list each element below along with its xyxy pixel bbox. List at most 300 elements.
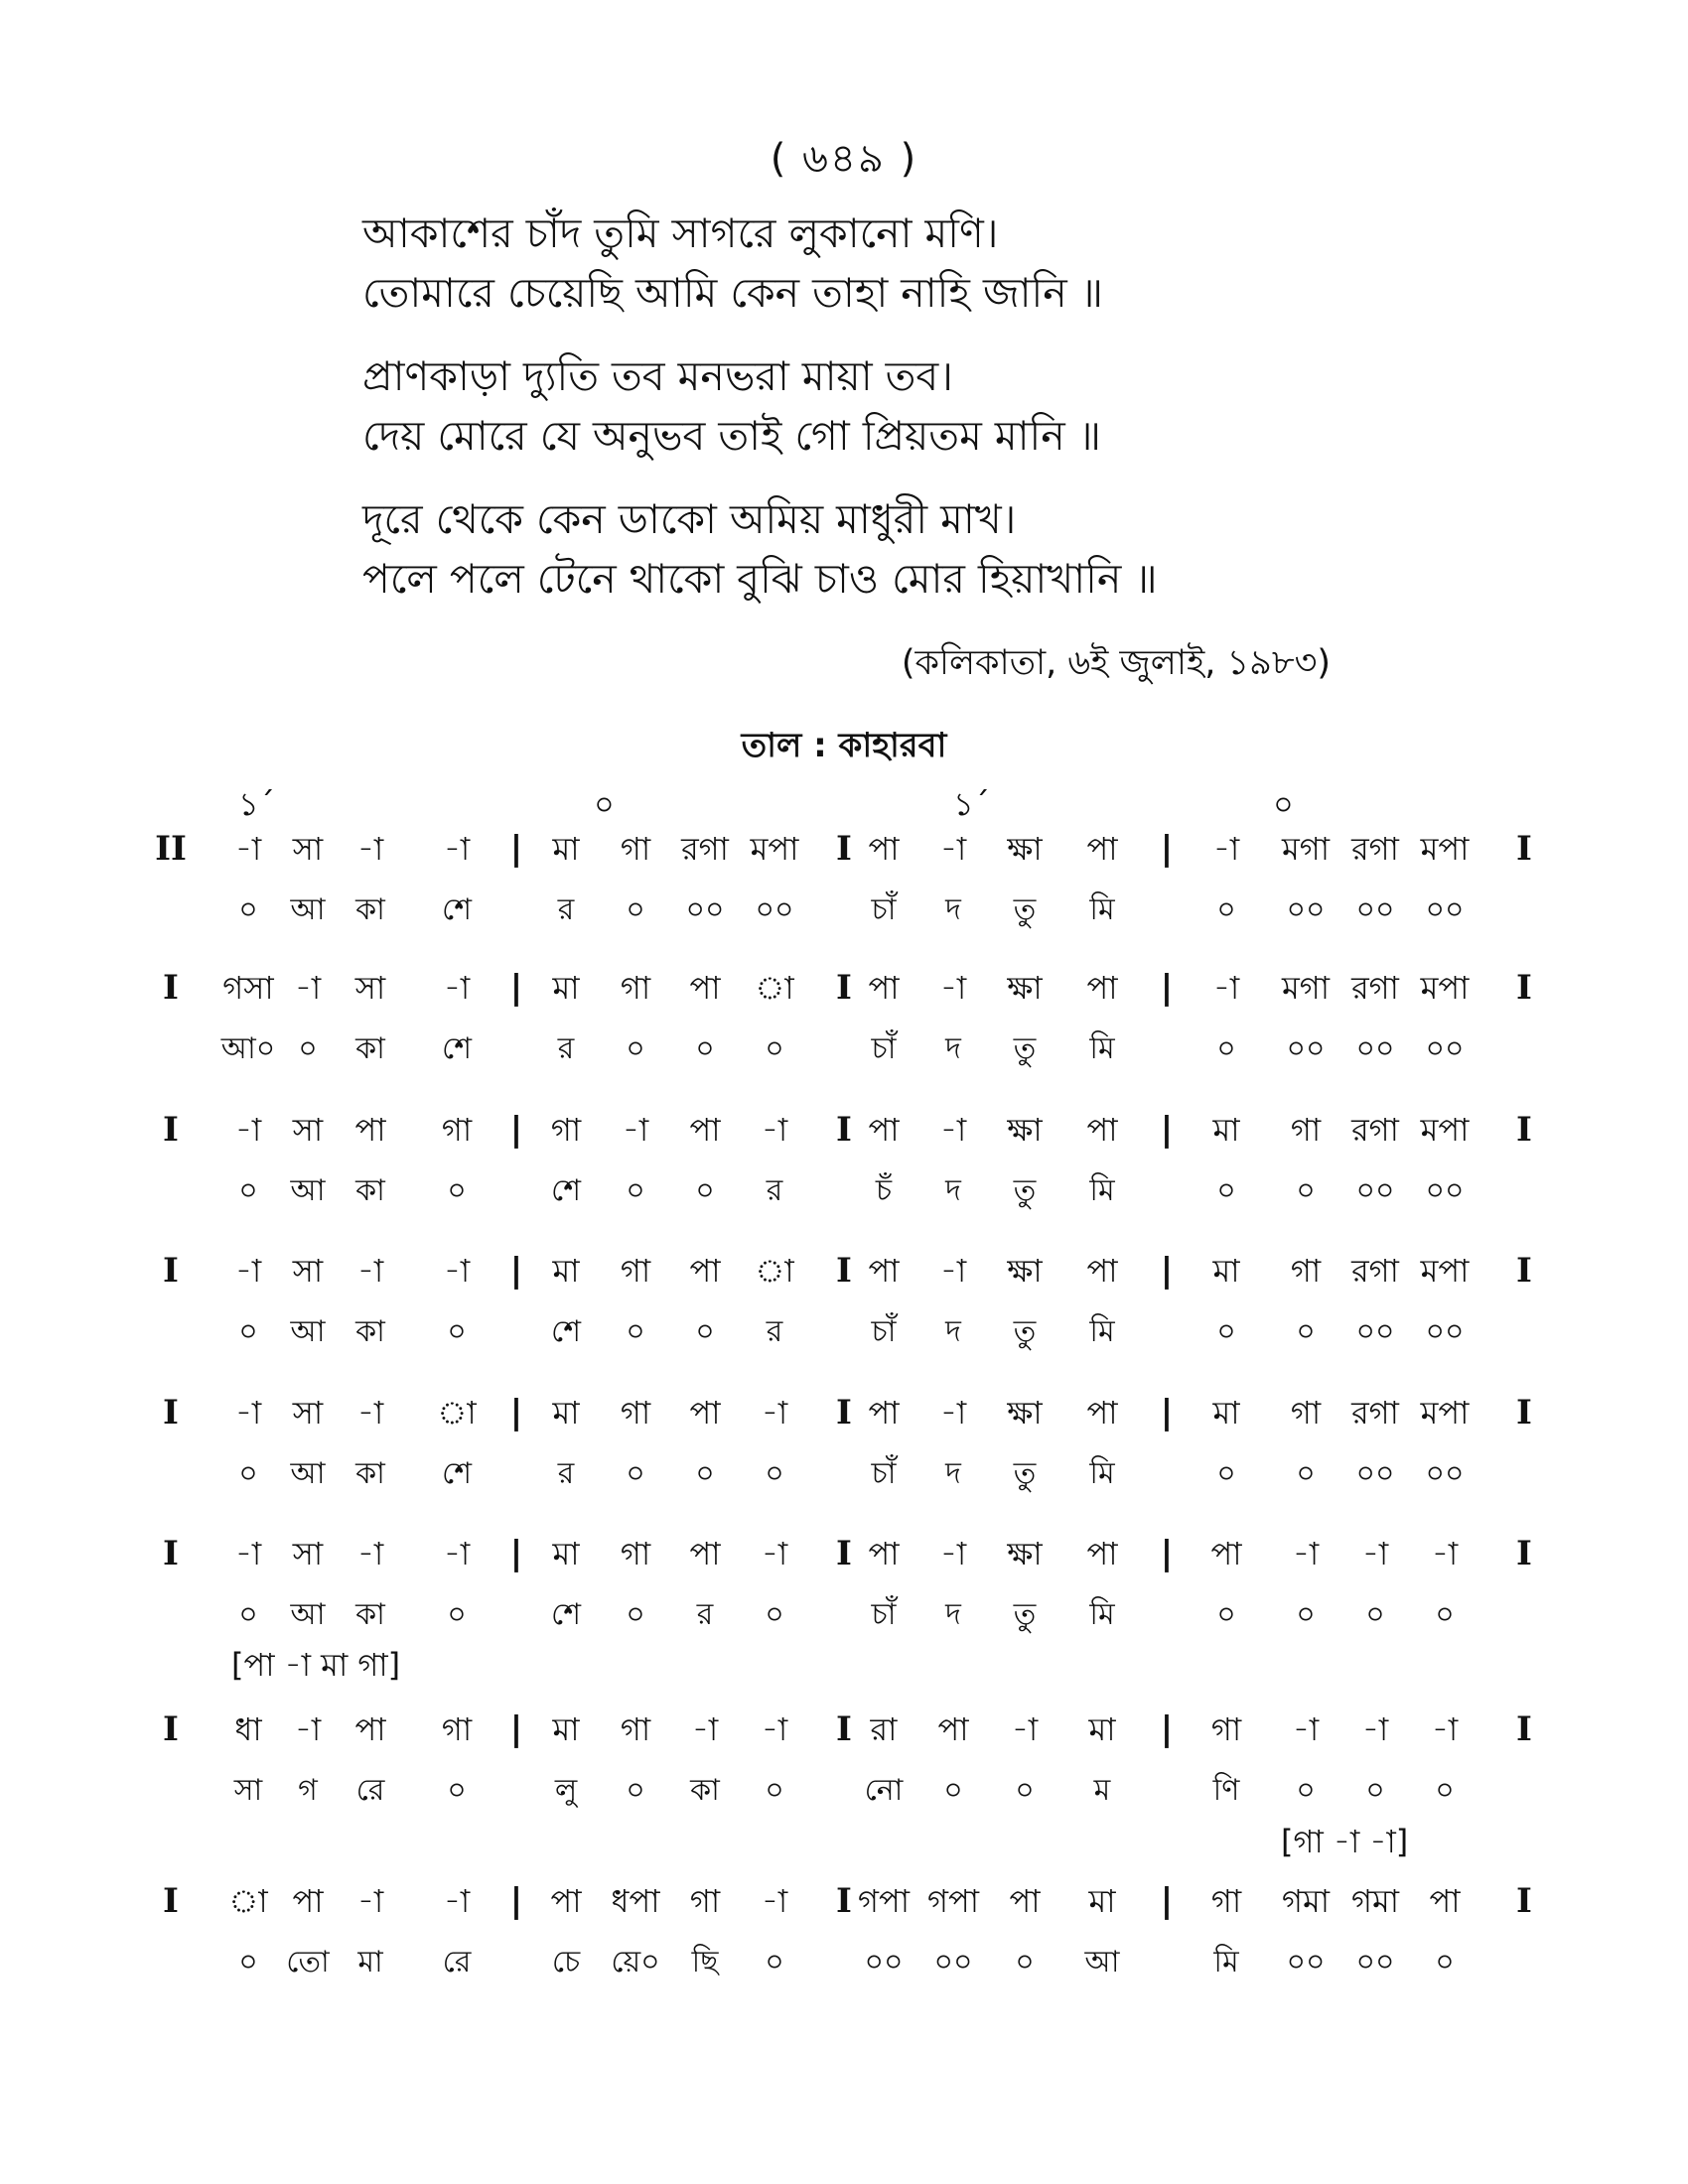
note-cell: -া (356, 1252, 384, 1290)
syllable-cell: ০ (1015, 1945, 1035, 1979)
syllable-cell: দ (945, 1597, 961, 1632)
note-cell: -া (234, 1394, 262, 1432)
bar-line-close: I (1516, 968, 1532, 1008)
syllable-cell: তু (1013, 1456, 1037, 1491)
syllable-cell: ০ (1216, 1173, 1236, 1208)
note-cell: -া (1361, 1535, 1389, 1572)
note-cell: -া (761, 1394, 788, 1432)
note-cell: পা (689, 1111, 721, 1149)
syllable-cell: আ (290, 1456, 326, 1491)
syllable-cell: ০ (695, 1031, 715, 1066)
beat-separator: I (836, 1251, 852, 1291)
syllable-cell: মি (1089, 1173, 1115, 1208)
bar-line-close: I (1516, 1251, 1532, 1291)
syllable-cell: ০ (1216, 1314, 1236, 1349)
syllable-cell: ০ (626, 1773, 645, 1808)
syllable-cell: র (557, 892, 575, 927)
note-cell: মগা (1281, 969, 1331, 1007)
syllable-cell: নো (864, 1773, 904, 1808)
syllable-cell: ০০ (1425, 892, 1465, 927)
syllable-cell: তু (1013, 1173, 1037, 1208)
note-cell: -া (294, 1710, 322, 1748)
syllable-cell: তু (1013, 1031, 1037, 1066)
beat-separator: I (836, 1110, 852, 1150)
note-cell: মা (1212, 1111, 1240, 1149)
note-cell: গা (1290, 1111, 1322, 1149)
note-cell: পা (689, 1252, 721, 1290)
lyric-line: প্রাণকাড়া দ্যুতি তব মনভরা মায়া তব। (362, 352, 953, 400)
note-cell: -া (443, 1882, 471, 1920)
syllable-cell: মা (357, 1945, 383, 1979)
note-cell: -া (622, 1111, 649, 1149)
note-cell: গা (441, 1710, 473, 1748)
syllable-cell: ০ (1435, 1945, 1455, 1979)
beat-separator: I (836, 1709, 852, 1749)
bar-line-close: I (1516, 1881, 1532, 1921)
syllable-cell: ০ (1296, 1456, 1316, 1491)
note-cell: পা (937, 1710, 969, 1748)
syllable-cell: তু (1013, 1314, 1037, 1349)
beat-separator: | (509, 1881, 523, 1921)
note-cell: -া (294, 969, 322, 1007)
syllable-cell: র (766, 1314, 783, 1349)
note-cell: -া (761, 1710, 788, 1748)
syllable-cell: কা (355, 892, 385, 927)
note-cell: পা (868, 1535, 900, 1572)
syllable-cell: ০০ (1425, 1456, 1465, 1491)
note-cell: -া (939, 969, 967, 1007)
syllable-cell: ছি (691, 1945, 719, 1979)
syllable-cell: ০ (626, 1597, 645, 1632)
syllable-cell: ০ (1296, 1173, 1316, 1208)
note-cell: া (755, 969, 794, 1007)
syllable-cell: দ (945, 892, 961, 927)
syllable-cell: চাঁ (871, 892, 897, 927)
beat-separator: | (509, 1709, 523, 1749)
note-cell: মা (552, 1710, 580, 1748)
syllable-cell: ০০ (1355, 1314, 1395, 1349)
note-cell: -া (1431, 1710, 1459, 1748)
beat-separator: | (1160, 1393, 1174, 1433)
note-cell: -া (234, 830, 262, 868)
syllable-cell: য়ে০ (611, 1945, 660, 1979)
beat-separator: | (509, 1393, 523, 1433)
syllable-cell: শে (551, 1597, 581, 1632)
syllable-cell: ০০ (933, 1945, 973, 1979)
syllable-cell: শে (551, 1314, 581, 1349)
note-cell: গপা (927, 1882, 979, 1920)
note-cell: মপা (750, 830, 799, 868)
note-cell: া (755, 1252, 794, 1290)
beat-separator: | (1160, 829, 1174, 869)
syllable-cell: দ (945, 1173, 961, 1208)
syllable-cell: ০ (1216, 892, 1236, 927)
bar-line-open: I (163, 1881, 179, 1921)
note-cell: মা (1088, 1882, 1116, 1920)
lyric-line: তোমারে চেয়েছি আমি কেন তাহা নাহি জানি ॥ (362, 269, 1103, 317)
note-cell: গা (620, 1252, 651, 1290)
lyrics-block (362, 204, 1355, 632)
syllable-cell: শে (442, 1031, 472, 1066)
note-cell: -া (761, 1111, 788, 1149)
syllable-cell: ০ (626, 1456, 645, 1491)
syllable-cell: ০ (626, 1173, 645, 1208)
syllable-cell: ০ (447, 1773, 467, 1808)
note-cell: রগা (1351, 1252, 1399, 1290)
syllable-cell: রে (355, 1773, 385, 1808)
syllable-cell: ০ (626, 1031, 645, 1066)
lyrics-stanza-3 (362, 489, 1355, 609)
note-cell: পা (689, 1535, 721, 1572)
note-cell: মপা (1420, 1394, 1470, 1432)
note-cell: -া (356, 1882, 384, 1920)
note-cell: পা (550, 1882, 582, 1920)
note-cell: -া (939, 1394, 967, 1432)
syllable-cell: ০ (626, 1314, 645, 1349)
syllable-cell: ম (1093, 1773, 1111, 1808)
note-cell: ক্ষা (1007, 1394, 1043, 1432)
note-cell: -া (443, 830, 471, 868)
syllable-cell: ০ (695, 1456, 715, 1491)
syllable-cell: ০ (1216, 1597, 1236, 1632)
note-cell: পা (868, 830, 900, 868)
note-cell: মপা (1420, 830, 1470, 868)
beat-separator: | (509, 1534, 523, 1573)
note-cell: পা (1086, 830, 1118, 868)
syllable-cell: র (766, 1173, 783, 1208)
syllable-cell: ০০ (1286, 892, 1326, 927)
note-cell: পা (868, 1394, 900, 1432)
note-cell: -া (939, 1535, 967, 1572)
syllable-cell: ০০ (755, 892, 794, 927)
note-cell: গা (689, 1882, 721, 1920)
alternate-phrase-bracket: [পা -া মা গা] (231, 1646, 401, 1684)
note-cell: পা (1086, 969, 1118, 1007)
note-cell: পা (1009, 1882, 1041, 1920)
syllable-cell: ০০ (864, 1945, 904, 1979)
syllable-cell: ০ (695, 1314, 715, 1349)
syllable-cell: ০০ (1286, 1031, 1326, 1066)
syllable-cell: কা (355, 1031, 385, 1066)
note-cell: রগা (681, 830, 729, 868)
syllable-cell: চাঁ (871, 1031, 897, 1066)
note-cell: মা (1088, 1710, 1116, 1748)
note-cell: পা (354, 1710, 386, 1748)
lyrics-stanza-1 (362, 204, 1355, 323)
syllable-cell: আ০ (220, 1031, 276, 1066)
beat-marker: ০ (1273, 785, 1294, 823)
note-cell: ক্ষা (1007, 830, 1043, 868)
note-cell: -া (691, 1710, 719, 1748)
note-cell: -া (1292, 1710, 1320, 1748)
note-cell: া (228, 1882, 268, 1920)
note-cell: রগা (1351, 830, 1399, 868)
syllable-cell: আ (1084, 1945, 1120, 1979)
note-cell: -া (356, 1394, 384, 1432)
beat-separator: I (836, 1881, 852, 1921)
note-cell: -া (939, 1111, 967, 1149)
bar-line-open: I (163, 1393, 179, 1433)
syllable-cell: ০ (1296, 1597, 1316, 1632)
syllable-cell: ০ (298, 1031, 318, 1066)
syllable-cell: ০০ (1425, 1173, 1465, 1208)
note-cell: রা (870, 1710, 898, 1748)
syllable-cell: শে (442, 892, 472, 927)
note-cell: -া (1292, 1535, 1320, 1572)
bar-line-close: I (1516, 1709, 1532, 1749)
alternate-phrase-bracket: [গা -া -া] (1281, 1823, 1409, 1860)
syllable-cell: দ (945, 1031, 961, 1066)
note-cell: পা (868, 1252, 900, 1290)
note-cell: মপা (1420, 1252, 1470, 1290)
note-cell: গা (1290, 1394, 1322, 1432)
beat-separator: | (509, 1110, 523, 1150)
syllable-cell: কা (355, 1597, 385, 1632)
note-cell: গা (620, 830, 651, 868)
note-cell: মগা (1281, 830, 1331, 868)
note-cell: -া (356, 1535, 384, 1572)
syllable-cell: মি (1089, 1314, 1115, 1349)
syllable-cell: চঁ (875, 1173, 893, 1208)
bar-line-close: I (1516, 1110, 1532, 1150)
syllable-cell: কা (355, 1456, 385, 1491)
syllable-cell: ০ (1216, 1456, 1236, 1491)
syllable-cell: র (557, 1031, 575, 1066)
note-cell: মপা (1420, 1111, 1470, 1149)
lyrics-stanza-2 (362, 346, 1355, 466)
note-cell: রগা (1351, 1394, 1399, 1432)
syllable-cell: চাঁ (871, 1314, 897, 1349)
beat-separator: I (836, 1534, 852, 1573)
syllable-cell: ০ (1296, 1773, 1316, 1808)
syllable-cell: শে (442, 1456, 472, 1491)
note-cell: মপা (1420, 969, 1470, 1007)
note-cell: -া (1011, 1710, 1039, 1748)
syllable-cell: ০০ (1355, 892, 1395, 927)
beat-separator: | (1160, 1251, 1174, 1291)
beat-separator: | (509, 829, 523, 869)
note-cell: পা (1086, 1252, 1118, 1290)
bar-line-open: I (163, 968, 179, 1008)
note-cell: মা (552, 1252, 580, 1290)
syllable-cell: ০ (1365, 1773, 1385, 1808)
beat-separator: | (509, 1251, 523, 1291)
syllable-cell: ০০ (685, 892, 725, 927)
note-cell: গা (1210, 1882, 1242, 1920)
note-cell: পা (1210, 1535, 1242, 1572)
syllable-cell: তো (286, 1945, 330, 1979)
beat-separator: | (1160, 1110, 1174, 1150)
note-cell: -া (761, 1882, 788, 1920)
syllable-cell: ০ (1435, 1773, 1455, 1808)
note-cell: গা (550, 1111, 582, 1149)
note-cell: সা (292, 1394, 324, 1432)
syllable-cell: ০ (1435, 1597, 1455, 1632)
beat-separator: | (1160, 1881, 1174, 1921)
note-cell: মা (552, 1394, 580, 1432)
syllable-cell: ০০ (1425, 1314, 1465, 1349)
lyric-line: দূরে থেকে কেন ডাকো অমিয় মাধুরী মাখ। (362, 495, 1017, 543)
note-cell: -া (939, 830, 967, 868)
note-cell: সা (292, 1535, 324, 1572)
note-cell: া (437, 1394, 477, 1432)
syllable-cell: কা (355, 1173, 385, 1208)
note-cell: মা (552, 830, 580, 868)
syllable-cell: মি (1089, 892, 1115, 927)
syllable-cell: চাঁ (871, 1456, 897, 1491)
syllable-cell: ০ (765, 1773, 784, 1808)
note-cell: পা (1086, 1111, 1118, 1149)
note-cell: ক্ষা (1007, 1111, 1043, 1149)
syllable-cell: ০ (1296, 1314, 1316, 1349)
syllable-cell: ০ (1365, 1597, 1385, 1632)
note-cell: -া (939, 1252, 967, 1290)
note-cell: -া (761, 1535, 788, 1572)
note-cell: গা (441, 1111, 473, 1149)
note-cell: পা (354, 1111, 386, 1149)
syllable-cell: ০ (238, 1945, 258, 1979)
note-cell: ধা (234, 1710, 262, 1748)
syllable-cell: ণি (1212, 1773, 1240, 1808)
note-cell: গসা (222, 969, 274, 1007)
syllable-cell: তু (1013, 1597, 1037, 1632)
note-cell: পা (1086, 1394, 1118, 1432)
syllable-cell: মি (1089, 1597, 1115, 1632)
note-cell: পা (1429, 1882, 1461, 1920)
note-cell: ক্ষা (1007, 1535, 1043, 1572)
syllable-cell: ০ (238, 1173, 258, 1208)
bar-line-open: I (163, 1110, 179, 1150)
bar-line-close: I (1516, 829, 1532, 869)
beat-marker: ১´ (238, 785, 275, 823)
beat-separator: I (836, 1393, 852, 1433)
syllable-cell: মি (1213, 1945, 1239, 1979)
note-cell: পা (868, 1111, 900, 1149)
lyric-line: আকাশের চাঁদ তুমি সাগরে লুকানো মণি। (362, 209, 999, 257)
bar-line-close: I (1516, 1534, 1532, 1573)
syllable-cell: আ (290, 1597, 326, 1632)
syllable-cell: ০ (238, 1314, 258, 1349)
syllable-cell: ০০ (1425, 1031, 1465, 1066)
syllable-cell: ০০ (1355, 1031, 1395, 1066)
note-cell: পা (292, 1882, 324, 1920)
beat-marker: ১´ (953, 785, 990, 823)
bar-line-open: I (163, 1251, 179, 1291)
page-number: ( ৬৪৯ ) (770, 136, 918, 182)
note-cell: পা (1086, 1535, 1118, 1572)
note-cell: মা (552, 969, 580, 1007)
note-cell: রগা (1351, 969, 1399, 1007)
syllable-cell: ০ (1015, 1773, 1035, 1808)
note-cell: সা (292, 830, 324, 868)
note-cell: রগা (1351, 1111, 1399, 1149)
beat-marker: ০ (594, 785, 615, 823)
syllable-cell: কা (690, 1773, 720, 1808)
syllable-cell: সা (233, 1773, 263, 1808)
lyric-line: পলে পলে টেনে থাকো বুঝি চাও মোর হিয়াখানি ॥ (362, 555, 1158, 603)
beat-separator: | (1160, 1709, 1174, 1749)
syllable-cell: ০ (765, 1456, 784, 1491)
syllable-cell: তু (1013, 892, 1037, 927)
syllable-cell: দ (945, 1456, 961, 1491)
note-cell: গা (620, 1710, 651, 1748)
composition-citation: (কলিকাতা, ৬ই জুলাই, ১৯৮৩) (901, 643, 1331, 683)
syllable-cell: ০ (765, 1945, 784, 1979)
note-cell: পা (689, 1394, 721, 1432)
note-cell: গপা (858, 1882, 910, 1920)
beat-separator: | (1160, 968, 1174, 1008)
syllable-cell: মি (1089, 1031, 1115, 1066)
syllable-cell: আ (290, 892, 326, 927)
syllable-cell: ০ (1216, 1031, 1236, 1066)
syllable-cell: ০০ (1355, 1173, 1395, 1208)
syllable-cell: ০ (447, 1173, 467, 1208)
syllable-cell: ০০ (1355, 1945, 1395, 1979)
note-cell: -া (234, 1252, 262, 1290)
syllable-cell: গ (298, 1773, 318, 1808)
note-cell: মা (1212, 1252, 1240, 1290)
note-cell: গমা (1281, 1882, 1331, 1920)
note-cell: -া (356, 830, 384, 868)
syllable-cell: রে (442, 1945, 472, 1979)
syllable-cell: আ (290, 1173, 326, 1208)
note-cell: -া (1361, 1710, 1389, 1748)
note-cell: ক্ষা (1007, 1252, 1043, 1290)
syllable-cell: র (557, 1456, 575, 1491)
note-cell: গা (620, 1535, 651, 1572)
bar-line-close: I (1516, 1393, 1532, 1433)
note-cell: -া (443, 1535, 471, 1572)
syllable-cell: আ (290, 1314, 326, 1349)
syllable-cell: ০ (238, 1597, 258, 1632)
tala-heading: তাল : কাহারবা (741, 726, 947, 765)
syllable-cell: চাঁ (871, 1597, 897, 1632)
bar-line-open: I (163, 1709, 179, 1749)
syllable-cell: র (696, 1597, 714, 1632)
lyric-line: দেয় মোরে যে অনুভব তাই গো প্রিয়তম মানি ॥ (362, 412, 1101, 460)
syllable-cell: দ (945, 1314, 961, 1349)
note-cell: গমা (1350, 1882, 1400, 1920)
note-cell: পা (868, 969, 900, 1007)
note-cell: -া (443, 1252, 471, 1290)
note-cell: -া (443, 969, 471, 1007)
note-cell: ক্ষা (1007, 969, 1043, 1007)
note-cell: -া (1212, 969, 1240, 1007)
syllable-cell: ০০ (1286, 1945, 1326, 1979)
note-cell: গা (1290, 1252, 1322, 1290)
syllable-cell: ০ (943, 1773, 963, 1808)
syllable-cell: ০ (238, 1456, 258, 1491)
syllable-cell: ০ (765, 1597, 784, 1632)
syllable-cell: চে (551, 1945, 581, 1979)
note-cell: পা (689, 969, 721, 1007)
syllable-cell: ০ (447, 1314, 467, 1349)
bar-line-open: II (155, 829, 187, 869)
syllable-cell: ০ (238, 892, 258, 927)
note-cell: -া (1431, 1535, 1459, 1572)
beat-separator: I (836, 829, 852, 869)
beat-separator: | (509, 968, 523, 1008)
syllable-cell: ০ (695, 1173, 715, 1208)
note-cell: সা (354, 969, 386, 1007)
syllable-cell: মি (1089, 1456, 1115, 1491)
note-cell: ধপা (611, 1882, 660, 1920)
syllable-cell: শে (551, 1173, 581, 1208)
syllable-cell: লু (554, 1773, 578, 1808)
note-cell: গা (620, 1394, 651, 1432)
note-cell: গা (620, 969, 651, 1007)
note-cell: -া (1212, 830, 1240, 868)
